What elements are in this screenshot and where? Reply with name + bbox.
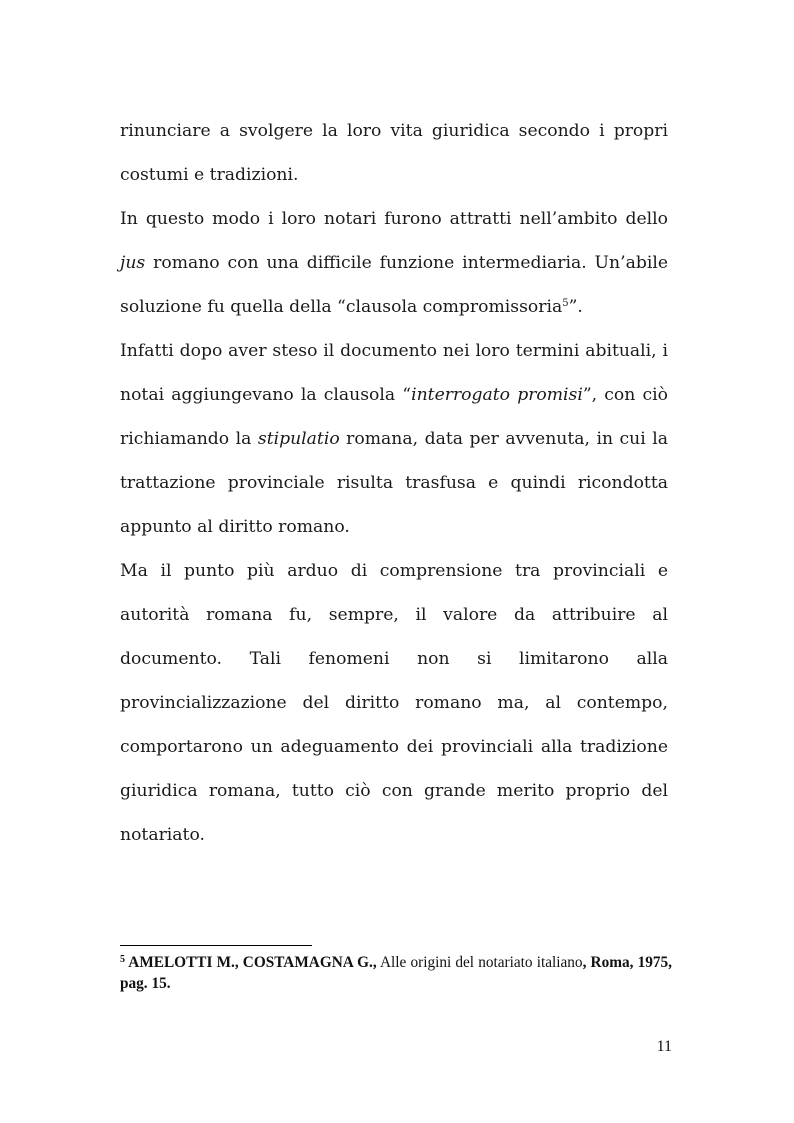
paragraph-2-text-c: ”. (568, 297, 583, 317)
footnote-5 (120, 952, 672, 994)
paragraph-2 (120, 197, 668, 329)
footnote-authors: AMELOTTI M., COSTAMAGNA G., (125, 954, 377, 971)
body-text (120, 109, 668, 857)
term-interrogato-promisi: interrogato promisi (411, 385, 583, 405)
footnote-separator (120, 945, 312, 946)
paragraph-1 (120, 109, 668, 197)
footnote-reference[interactable]: 5 (562, 298, 569, 309)
paragraph-2-text-a: In questo modo i loro notari furono attratti nell’ambito dello (120, 209, 668, 229)
paragraph-3-text-c: romana, data per avvenuta, in cui la trattazione provinciale risulta trasfusa e quindi ricondotta appunto al diritto romano. (120, 429, 668, 537)
paragraph-4 (120, 549, 668, 857)
paragraph-4-text: Ma il punto più arduo di comprensione tra provinciali e autorità romana fu, sempre, il valore da attribuire al documento. Tali fenomeni non si limitarono alla provincializzazione del diritto romano ma, al contempo, comportarono un adeguamento dei provinciali alla tradizione giuridica romana, tutto ciò con grande merito proprio del notariato. (120, 561, 668, 845)
footnote-title: Alle origini del notariato italiano (376, 954, 583, 971)
page-number: 11 (656, 1038, 672, 1055)
paragraph-3 (120, 329, 668, 549)
term-stipulatio: stipulatio (257, 429, 340, 449)
footnote-details: , Roma, 1975, pag. 15. (120, 954, 672, 992)
term-jus: jus (120, 253, 146, 273)
footnote-number: 5 (120, 954, 125, 965)
paragraph-2-text-b: romano con una difficile funzione intermediaria. Un’abile soluzione fu quella della “clausola compromissoria (120, 253, 668, 317)
paragraph-1-text: rinunciare a svolgere la loro vita giuridica secondo i propri costumi e tradizioni. (120, 121, 668, 185)
paragraph-3-text-a: Infatti dopo aver steso il documento nei loro termini abituali, i notai aggiungevano la clausola “ (120, 341, 668, 405)
paragraph-3-text-b: ”, con ciò richiamando la (120, 385, 668, 449)
